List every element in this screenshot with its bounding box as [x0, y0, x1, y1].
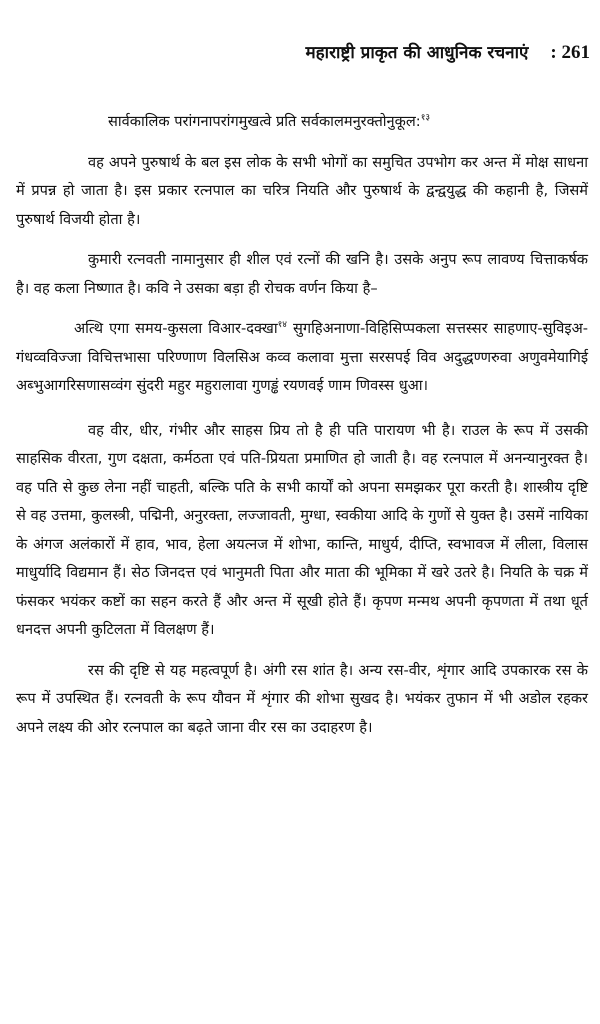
footnote-ref: १४	[277, 320, 287, 331]
paragraph-text: सार्वकालिक परांगनापरांगमुखत्वे प्रति सर्वकालमनुरक्तोनुकूल:	[108, 113, 421, 130]
paragraph	[16, 417, 588, 645]
paragraph	[16, 246, 588, 303]
paragraph-text: वह अपने पुरुषार्थ के बल इस लोक के सभी भोगों का समुचित उपभोग कर अन्त में मोक्ष साधना में प्रपन्न हो जाता है। इस प्रकार रत्नपाल का चरित्र नियति और पुरुषार्थ के द्वन्द्वयुद्ध की कहानी है, जिसमें पुरुषार्थ विजयी होता है।	[16, 153, 588, 228]
paragraph-text: अत्थि एगा समय-कुसला विआर-दक्खा	[74, 320, 278, 337]
page-number: : 261	[550, 42, 590, 63]
paragraph-text: सुगहिअनाणा-विहिसिप्पकला सत्तस्सर साहणाए-सुविइअ-गंधव्वविज्जा विचित्तभासा परिण्णाण विलसिअ कव्व कलावा मुत्ता सरसपई विव अदुद्धण्णरुवा अणुवमेयागिई अब्भुआगरिसणासव्वंग सुंदरी महुर महुरालावा गुणड्ढं रयणवई णाम णिवस्स धुआ।	[16, 320, 588, 394]
chapter-title: महाराष्ट्री प्राकृत की आधुनिक रचनाएं	[305, 43, 529, 63]
paragraph-text: कुमारी रत्नवती नामानुसार ही शील एवं रत्नों की खनि है। उसके अनुप रूप लावण्य चित्ताकर्षक है। वह कला निष्णात है। कवि ने उसका बड़ा ही रोचक वर्णन किया है–	[16, 251, 588, 297]
footnote-ref: १३	[420, 113, 431, 124]
paragraph-prakrit-quote	[16, 315, 588, 401]
paragraph	[16, 657, 588, 743]
paragraph-text: रस की दृष्टि से यह महत्वपूर्ण है। अंगी रस शांत है। अन्य रस-वीर, शृंगार आदि उपकारक रस के रूप में उपस्थित हैं। रत्नवती के रूप यौवन में शृंगार की शोभा सुखद है। भयंकर तुफान में भी अडोल रहकर अपने लक्ष्य की ओर रत्नपाल का बढ़ते जाना वीर रस का उदाहरण है।	[16, 661, 588, 736]
paragraph-sanskrit-quote	[16, 108, 588, 137]
body-text	[16, 108, 588, 754]
running-header	[210, 40, 590, 64]
paragraph	[16, 149, 588, 235]
paragraph-text: वह वीर, धीर, गंभीर और साहस प्रिय तो है ही पति पारायण भी है। राउल के रूप में उसकी साहसिक वीरता, गुण दक्षता, कर्मठता एवं पति-प्रियता प्रमाणित हो जाती है। वह रत्नपाल में अनन्यानुरक्त है। वह पति से कुछ लेना नहीं चाहती, बल्कि पति के सभी कार्यों को अपना समझकर पूरा करती है। शास्त्रीय दृष्टि से वह उत्तमा, कुलस्त्री, पद्मिनी, अनुरक्ता, लज्जावती, मुग्धा, स्वकीया आदि के गुणों से युक्त है। उसमें नायिका के अंगज अलंकारों में हाव, भाव, हेला अयत्नज में शोभा, कान्ति, माधुर्य, दीप्ति, स्वभावज में लीला, विलास माधुर्यादि विद्यमान हैं। सेठ जिनदत्त एवं भानुमती पिता और माता की भूमिका में खरे उतरे है। नियति के चक्र में फंसकर भयंकर कष्टों का सहन करते हैं और अन्त में सूखी होते हैं। कृपण मन्मथ अपनी कृपणता में तथा धूर्त धनदत्त अपनी कुटिलता में विलक्षण हैं।	[16, 421, 588, 638]
